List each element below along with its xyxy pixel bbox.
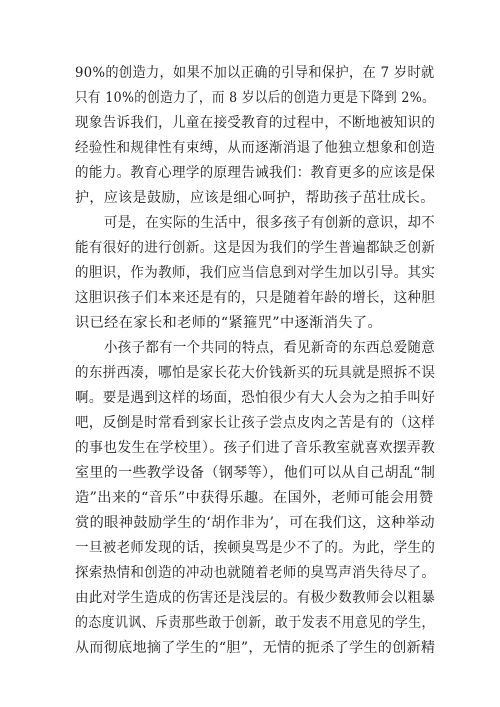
text-line: 由此对学生造成的伤害还是浅层的。有极少数教师会以粗暴	[75, 590, 436, 606]
text-line: 识已经在家长和老师的“紧箍咒”中逐渐消失了。	[75, 315, 383, 331]
text-line: 只有 10%的创造力了，而 8 岁以后的创造力更是下降到 2%。	[75, 90, 436, 106]
text-line: 的态度讥讽、斥责那些敢于创新，敢于发表不用意见的学生，	[75, 615, 435, 631]
paragraph-first-line: 可是，在实际的生活中，很多孩子有创新的意识，却不	[104, 215, 436, 231]
text-line: 护，应该是鼓励，应该是细心呵护，帮助孩子茁壮成长。	[75, 190, 435, 206]
text-line: 从而彻底地摘了学生的“胆”，无情的扼杀了学生的创新精	[75, 640, 436, 656]
text-line: 90%的创造力，如果不加以正确的引导和保护，在 7 岁时就	[75, 65, 435, 81]
text-line: 的东拼西凑，哪怕是家长花大价钱新买的玩具就是照拆不误	[75, 365, 436, 381]
text-line: 吧，反倒是时常看到家长让孩子尝点皮肉之苦是有的（这样	[75, 415, 436, 431]
text-line: 的能力。教育心理学的原理告诫我们：教育更多的应该是保	[75, 165, 436, 181]
text-line: 经验性和规律性有束缚，从而逐渐消退了他独立想象和创造	[75, 140, 436, 156]
text-line: 室里的一些教学设备（钢琴等），他们可以从自己胡乱“制	[75, 465, 436, 481]
text-line: 的事也发生在学校里）。孩子们进了音乐教室就喜欢摆弄教	[75, 440, 436, 456]
text-line: 啊。要是遇到这样的场面，恐怕很少有大人会为之拍手叫好	[75, 390, 436, 406]
text-line: 探索热情和创造的冲动也就随着老师的臭骂声消失待尽了。	[75, 565, 436, 581]
paragraph-first-line: 小孩子都有一个共同的特点，看见新奇的东西总爱随意	[104, 340, 436, 356]
text-line: 的胆识，作为教师，我们应当信息到对学生加以引导。其实	[75, 265, 436, 281]
text-line: 现象告诉我们，儿童在接受教育的过程中，不断地被知识的	[75, 115, 436, 131]
text-line: 造”出来的“音乐”中获得乐趣。在国外，老师可能会用赞	[75, 490, 434, 506]
text-line: 这胆识孩子们本来还是有的，只是随着年龄的增长，这种胆	[75, 290, 436, 306]
text-line: 一旦被老师发现的话，挨顿臭骂是少不了的。为此，学生的	[75, 540, 436, 556]
text-line: 赏的眼神鼓励学生的‘胡作非为’，可在我们这，这种举动	[75, 515, 435, 531]
text-line: 能有很好的进行创新。这是因为我们的学生普遍都缺乏创新	[75, 240, 436, 256]
